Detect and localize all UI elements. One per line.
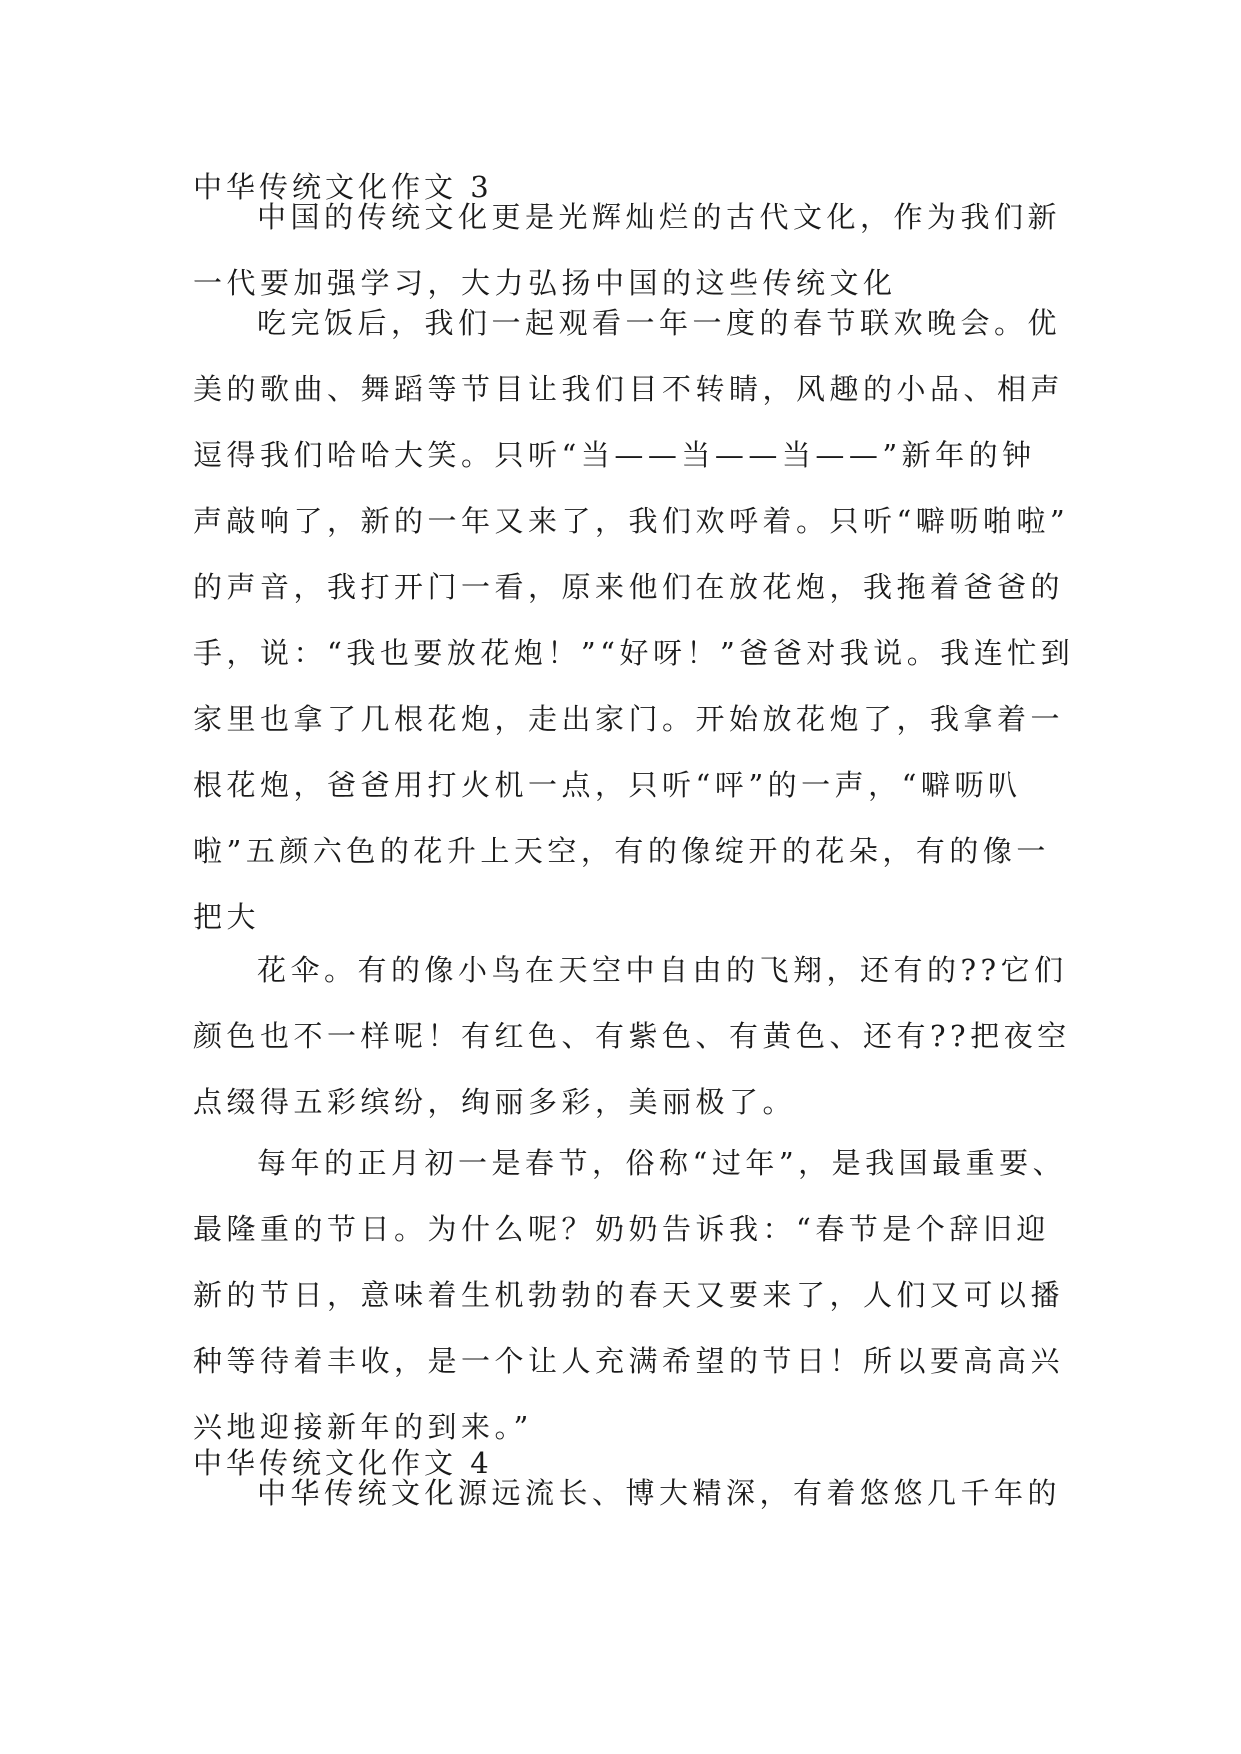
paragraph-line: 手，说：“我也要放花炮！”“好呀！”爸爸对我说。我连忙到 xyxy=(193,636,1075,670)
paragraph xyxy=(193,1460,1062,1526)
paragraph-line: 花伞。有的像小鸟在天空中自由的飞翔，还有的??它们 xyxy=(257,953,1068,987)
paragraph-line: 新的节日，意味着生机勃勃的春天又要来了，人们又可以播 xyxy=(193,1278,1065,1312)
paragraph-line: 一代要加强学习，大力弘扬中国的这些传统文化 xyxy=(193,266,897,300)
section-heading: 中华传统文化作文 3 xyxy=(193,170,493,204)
paragraph-line: 声敲响了，新的一年又来了，我们欢呼着。只听“噼呖啪啦” xyxy=(193,504,1070,538)
paragraph xyxy=(193,1130,1067,1460)
paragraph-line: 最隆重的节日。为什么呢？奶奶告诉我：“春节是个辞旧迎 xyxy=(193,1212,1050,1246)
paragraph-line: 家里也拿了几根花炮，走出家门。开始放花炮了，我拿着一 xyxy=(193,702,1065,736)
paragraph-line: 兴地迎接新年的到来。” xyxy=(193,1410,533,1444)
paragraph-line: 点缀得五彩缤纷，绚丽多彩，美丽极了。 xyxy=(193,1085,797,1119)
section-heading: 中华传统文化作文 4 xyxy=(193,1446,493,1480)
paragraph-line: 逗得我们哈哈大笑。只听“当——当——当——”新年的钟 xyxy=(193,438,1036,472)
paragraph-line: 的声音，我打开门一看，原来他们在放花炮，我拖着爸爸的 xyxy=(193,570,1065,604)
paragraph xyxy=(193,290,1075,950)
paragraph-line: 啦”五颜六色的花升上天空，有的像绽开的花朵，有的像一 xyxy=(193,834,1050,868)
paragraph-line: 中国的传统文化更是光辉灿烂的古代文化，作为我们新 xyxy=(257,200,1062,234)
paragraph-line: 根花炮，爸爸用打火机一点，只听“呯”的一声，“噼呖叭 xyxy=(193,768,1022,802)
paragraph-line: 美的歌曲、舞蹈等节目让我们目不转睛，风趣的小品、相声 xyxy=(193,372,1065,406)
paragraph-line: 吃完饭后，我们一起观看一年一度的春节联欢晚会。优 xyxy=(257,306,1062,340)
paragraph-line: 种等待着丰收，是一个让人充满希望的节日！所以要高高兴 xyxy=(193,1344,1065,1378)
paragraph-line: 颜色也不一样呢！有红色、有紫色、有黄色、还有??把夜空 xyxy=(193,1019,1071,1053)
paragraph-line: 中华传统文化源远流长、博大精深，有着悠悠几千年的 xyxy=(257,1476,1062,1510)
paragraph-line: 每年的正月初一是春节，俗称“过年”，是我国最重要、 xyxy=(257,1146,1067,1180)
paragraph-line: 把大 xyxy=(193,900,261,934)
paragraph xyxy=(193,937,1071,1135)
